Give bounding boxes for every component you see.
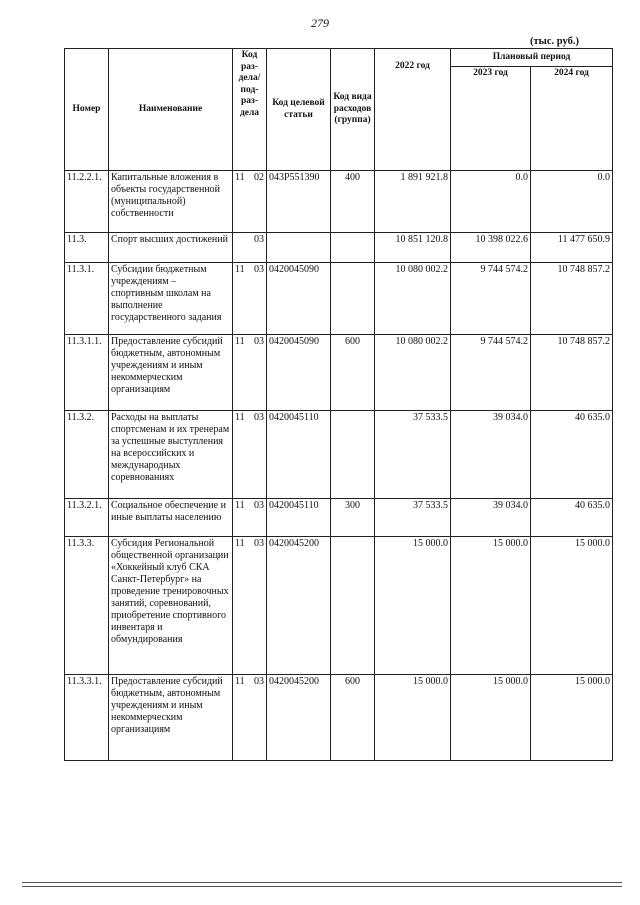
table-row — [65, 411, 613, 499]
row-expense-code: 300 — [331, 499, 375, 537]
header-kod-celevoy: Код целевой статьи — [267, 49, 331, 171]
row-2024: 11 477 650.9 — [531, 233, 613, 263]
row-2022: 1 891 921.8 — [375, 171, 451, 233]
row-expense-code — [331, 233, 375, 263]
table-body — [65, 171, 613, 761]
table-row — [65, 675, 613, 761]
row-target-code: 0420045110 — [267, 411, 331, 499]
row-name: Субсидии бюджетным учреждениям – спортивным школам на выполнение государственного задания — [109, 263, 233, 335]
divider — [22, 882, 622, 883]
row-target-code: 0420045090 — [267, 335, 331, 411]
row-2024: 10 748 857.2 — [531, 335, 613, 411]
row-2024: 0.0 — [531, 171, 613, 233]
razdel-code: 11 — [235, 336, 245, 347]
row-number: 11.3.3. — [65, 537, 109, 675]
razdel-code: 11 — [235, 500, 245, 511]
budget-table — [64, 48, 613, 761]
row-expense-code: 600 — [331, 335, 375, 411]
row-2024: 15 000.0 — [531, 537, 613, 675]
table-row — [65, 233, 613, 263]
row-2022: 37 533.5 — [375, 499, 451, 537]
row-2023: 39 034.0 — [451, 411, 531, 499]
row-section-code — [233, 499, 267, 537]
row-expense-code: 600 — [331, 675, 375, 761]
page-number: 279 — [311, 16, 329, 30]
row-section-code — [233, 537, 267, 675]
table-row — [65, 263, 613, 335]
row-target-code: 0420045200 — [267, 537, 331, 675]
razdel-code: 11 — [235, 412, 245, 423]
row-name: Расходы на выплаты спортсменам и их тренерам за успешные выступления на всероссийских и международных соревнованиях — [109, 411, 233, 499]
podrazdel-code: 03 — [254, 538, 264, 549]
header-nomer: Номер — [65, 49, 109, 171]
podrazdel-code: 03 — [254, 500, 264, 511]
row-2024: 10 748 857.2 — [531, 263, 613, 335]
row-target-code: 0420045090 — [267, 263, 331, 335]
row-target-code: 043P551390 — [267, 171, 331, 233]
table-row — [65, 335, 613, 411]
podrazdel-code: 03 — [254, 234, 264, 245]
table-row — [65, 171, 613, 233]
row-target-code: 0420045110 — [267, 499, 331, 537]
row-number: 11.3.1. — [65, 263, 109, 335]
row-section-code — [233, 263, 267, 335]
row-expense-code — [331, 537, 375, 675]
row-2024: 40 635.0 — [531, 499, 613, 537]
row-number: 11.3.2.1. — [65, 499, 109, 537]
podrazdel-code: 02 — [254, 172, 264, 183]
row-2022: 10 080 002.2 — [375, 263, 451, 335]
razdel-code: 11 — [235, 264, 245, 275]
row-number: 11.3.2. — [65, 411, 109, 499]
row-name: Предоставление субсидий бюджетным, автономным учреждениям и иным некоммерческим организациям — [109, 675, 233, 761]
row-expense-code — [331, 411, 375, 499]
row-target-code: 0420045200 — [267, 675, 331, 761]
header-kod-vida: Код вида расходов (группа) — [331, 49, 375, 171]
row-2024: 15 000.0 — [531, 675, 613, 761]
row-2023: 9 744 574.2 — [451, 263, 531, 335]
row-name: Социальное обеспечение и иные выплаты населению — [109, 499, 233, 537]
row-2022: 10 080 002.2 — [375, 335, 451, 411]
row-section-code — [233, 411, 267, 499]
row-2024: 40 635.0 — [531, 411, 613, 499]
row-2023: 9 744 574.2 — [451, 335, 531, 411]
header-2024: 2024 год — [531, 67, 613, 171]
row-2023: 10 398 022.6 — [451, 233, 531, 263]
unit-label: (тыс. руб.) — [530, 36, 579, 47]
row-name: Субсидия Региональной общественной организации «Хоккейный клуб СКА Санкт-Петербург» на проведение тренировочных занятий, соревнований, приобретение спортивного инвентаря и обмундирования — [109, 537, 233, 675]
header-planned: Плановый период — [451, 49, 613, 67]
row-number: 11.3.1.1. — [65, 335, 109, 411]
row-2023: 15 000.0 — [451, 537, 531, 675]
header-2022: 2022 год — [375, 49, 451, 171]
row-2022: 15 000.0 — [375, 675, 451, 761]
header-name: Наименование — [109, 49, 233, 171]
row-number: 11.2.2.1. — [65, 171, 109, 233]
row-expense-code: 400 — [331, 171, 375, 233]
divider — [22, 886, 622, 887]
podrazdel-code: 03 — [254, 264, 264, 275]
row-section-code — [233, 171, 267, 233]
row-name: Предоставление субсидий бюджетным, автономным учреждениям и иным некоммерческим организациям — [109, 335, 233, 411]
podrazdel-code: 03 — [254, 336, 264, 347]
row-number: 11.3. — [65, 233, 109, 263]
row-section-code — [233, 335, 267, 411]
row-section-code — [233, 233, 267, 263]
podrazdel-code: 03 — [254, 676, 264, 687]
table-row — [65, 537, 613, 675]
row-2023: 39 034.0 — [451, 499, 531, 537]
row-expense-code — [331, 263, 375, 335]
podrazdel-code: 03 — [254, 412, 264, 423]
row-2023: 0.0 — [451, 171, 531, 233]
row-2022: 15 000.0 — [375, 537, 451, 675]
razdel-code: 11 — [235, 676, 245, 687]
header-kod-razdela: Код раз-дела/ под-раз-дела — [233, 49, 267, 171]
row-target-code — [267, 233, 331, 263]
row-2022: 37 533.5 — [375, 411, 451, 499]
row-name: Спорт высших достижений — [109, 233, 233, 263]
razdel-code: 11 — [235, 172, 245, 183]
row-name: Капитальные вложения в объекты государственной (муниципальной) собственности — [109, 171, 233, 233]
row-section-code — [233, 675, 267, 761]
row-2022: 10 851 120.8 — [375, 233, 451, 263]
row-2023: 15 000.0 — [451, 675, 531, 761]
header-2023: 2023 год — [451, 67, 531, 171]
razdel-code: 11 — [235, 538, 245, 549]
row-number: 11.3.3.1. — [65, 675, 109, 761]
table-row — [65, 499, 613, 537]
